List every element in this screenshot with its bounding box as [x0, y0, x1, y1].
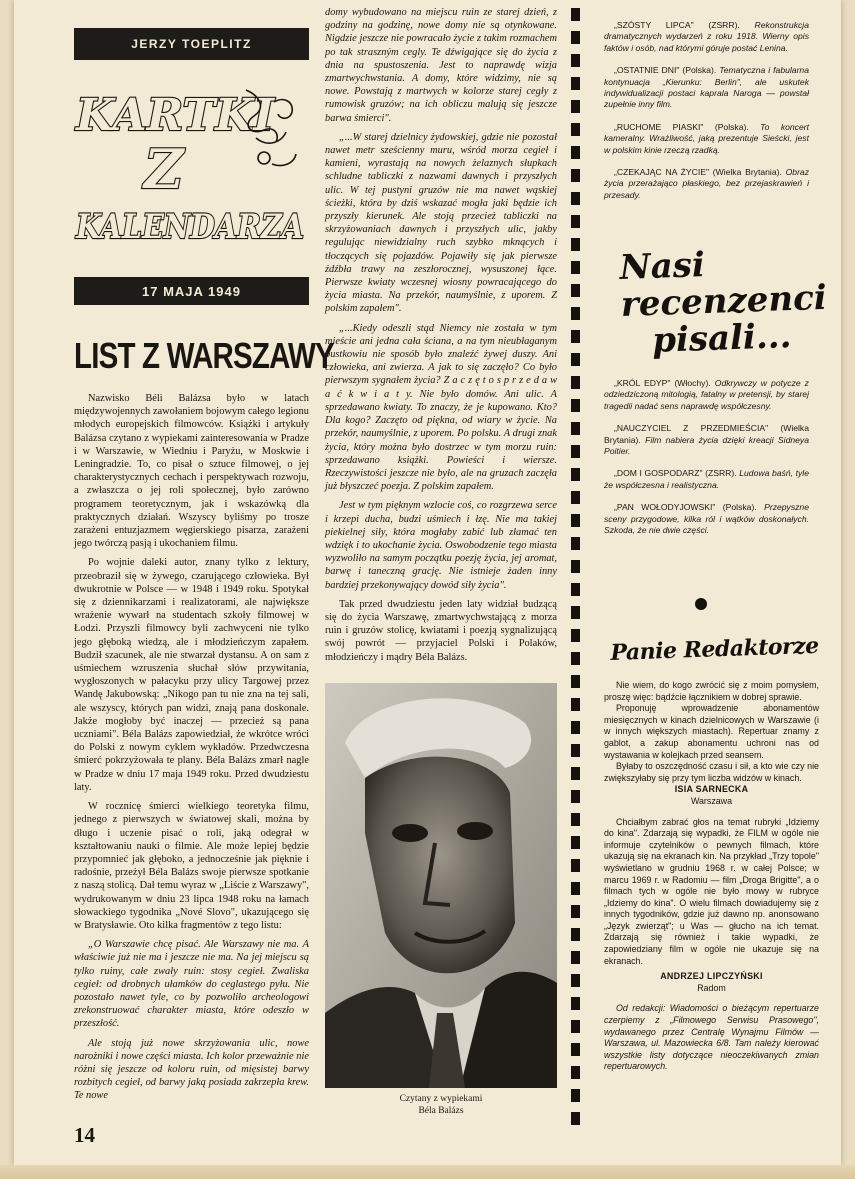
review-text: Tematyczna i fabularna kontynuacja „Kierunku: Berlin", ale uskutek indywidualizacji postaci kaprala Naroga — powstał zupełnie inny film. — [604, 65, 809, 110]
letter-paragraph: Nie wiem, do kogo zwrócić się z moim pomysłem, proszę więc: bądźcie łącznikiem w dobrej sprawie. — [604, 680, 819, 702]
film-hole-icon — [571, 422, 580, 435]
film-hole-icon — [571, 583, 580, 596]
review-text: Rekonstrukcja dramatycznych wydarzeń z roku 1918. Wierny opis faktów i osób, nad którymi góruje postać Lenina. — [604, 20, 809, 53]
letter-signature-name: ANDRZEJ LIPCZYŃSKI — [660, 971, 763, 982]
film-hole-icon — [571, 1066, 580, 1079]
article-headline: LIST Z WARSZAWY — [74, 335, 334, 376]
letter-signature-city: Warszawa — [690, 795, 733, 806]
reviews-top — [604, 20, 809, 212]
review-item — [604, 468, 809, 491]
film-hole-icon — [571, 215, 580, 228]
quote-paragraph: domy wybudowano na miejscu ruin ze starej dzień, z godziny na godzinę, nowe domy nie są otynkowane. Nigdzie jeszcze nie powracało życie z takim rozmachem po tak straszným cegly. Te dźwigające się do życia z dnia na spustoszenia. Jest to naprawdę wizja zmartwychwstania. A domy, które widzimy, nie są nowe. Powstają z martwych w kolorze starej cegły z rumowisk gruzów; na ich obliczu malują się jeszcze barwa śmierci". — [325, 7, 557, 124]
film-hole-icon — [571, 468, 580, 481]
page-number: 14 — [74, 1123, 95, 1147]
film-hole-icon — [571, 31, 580, 44]
film-hole-icon — [571, 8, 580, 21]
reviews-bottom — [604, 378, 809, 547]
film-hole-icon — [571, 192, 580, 205]
panie-redaktorze-heading: Panie Redaktorze — [610, 632, 820, 666]
quote-paragraph: „...W starej dzielnicy żydowskiej, gdzie nie pozostał nawet metr sześcienny muru, wśród morza cegieł i kamieni, wyrastają na nowych żelaznych słupkach schludne tabliczki z nazwami dawnych i przyszłych ulic. W tej pustyni gruzów nie ma nawet wąskiej ścieżki, która by dziś wskazać mogła jaki będzie ich przyszły kierunek. Ale stoją przecież tabliczki na skrzyżowaniach dawnych i przyszłych ulic, jakby regulując niewidzialny ruch szybko mknących i tłoczących się pojazdów. Pojawiły się jak pierwsze źdźbła trawy na zeszłorocznej, wysuszonej łące. Pierwsze kwiaty wczesnej wiosny powracającego do życia miasta. Na przekór, naumyślnie, z uporem. Z polskim zapałem". — [325, 131, 557, 315]
film-hole-icon — [571, 146, 580, 159]
editor-note: Od redakcji: Wiadomości o bieżącym repertuarze czerpiemy z „Filmowego Serwisu Prasowego", wydawanego przez Centralę Wynajmu Filmów — Warszawa, ul. Mazowiecka 6/8. Tam należy kierować wszystkie listy dotyczące nieoczekiwanych zmian repertuarowych. — [604, 1003, 819, 1072]
review-title: „SZÓSTY LIPCA" (ZSRR). — [614, 20, 740, 30]
review-title: „NAUCZYCIEL Z PRZEDMIEŚCIA" (Wielka Brytania). — [604, 423, 809, 445]
photo-caption — [325, 1093, 557, 1117]
film-hole-icon — [571, 1020, 580, 1033]
film-hole-icon — [571, 100, 580, 113]
review-title: „KRÓL EDYP" (Włochy). — [614, 378, 711, 388]
film-hole-icon — [571, 997, 580, 1010]
author-name: JERZY TOEPLITZ — [74, 28, 309, 60]
portrait-photo-icon — [325, 683, 557, 1088]
letter-signature-city: Radom — [697, 982, 726, 993]
review-item — [604, 65, 809, 111]
review-title: „DOM I GOSPODARZ" (ZSRR). — [614, 468, 737, 479]
logo-line-1: KARTKI — [76, 90, 274, 141]
logo-line-3: KALENDARZA — [75, 207, 304, 247]
review-title: „RUCHOME PIASKI" (Polska). — [614, 121, 749, 132]
film-hole-icon — [571, 675, 580, 688]
column-logo — [74, 80, 309, 250]
paragraph: Tak przed dwudziestu jeden laty widział budzącą się do życia Warszawę, zmartwychwstającą z morza ruin i gruzów stolicę, kwiatami i poezją sygnalizującą swój powrót — przyjaciel Polski i Polaków, młodzieńczy i mądry Béla Balázs. — [325, 598, 557, 663]
letter-paragraph: Byłaby to oszczędność czasu i sił, a kto wie czy nie zwiększyłaby się przy tym liczba widzów w kinach. — [604, 761, 819, 783]
film-hole-icon — [571, 123, 580, 136]
kartki-logo-icon — [74, 80, 309, 250]
film-hole-icon — [571, 353, 580, 366]
nasi-recenzenci-heading — [618, 243, 828, 361]
page-bottom-edge — [0, 1165, 855, 1179]
quote-paragraph: „...Kiedy odeszli stąd Niemcy nie została w tym mieście ani jedna cała ściana, a na tym nieubłaganym pustkowiu nie sposób było znaleźć żywej duszy. Ani człowieka, ani zwierza. A jak to się zaczęło? Co było pierwszym sygnałem życia? Z a c z ę t o s p r z e d a w a ć k w i a t y. Nie było domów. Ani ulic. A sprzedawano kwiaty. To znaczy, że je kupowano. Kto? Dla kogo? Zaczęto od piękna, od wiary w życie. Na przekór, naumyślnie, z uporem. Po polsku. A drugi znak życia, który można było dostrzec w tym morzu ruin: sprzedawano książki. Powieści i wiersze. Rzeczywistości jeszcze nie było, ale na gruzach zaczęła już błyszczeć poezja. Z polskim zapałem. — [325, 322, 557, 493]
film-hole-icon — [571, 928, 580, 941]
film-hole-icon — [571, 721, 580, 734]
paragraph: Po wojnie daleki autor, znany tylko z lektury, przeobraził się w żywego, czarującego człowieka. Był dwukrotnie w Polsce — w 1948 i 1949 roku. Spotykał się z dziennikarzami i realizatorami, ale największe wrażenie wywarł na studentach szkoły filmowej w Łodzi. Przyszli filmowcy byli zachwyceni nie tylko jego głęboką wiedzą, ale i młodzieńczym zapałem. Budził szacunek, ale nie stwarzał dystansu. A on sam z uśmiechem wzruszenia słuchał słów przywitania, wygłoszonych w pałacyku przy ulicy Targowej przez Wandę Jakubowską: „Nikogo pan tu nie zna na tej sali, ale wszyscy, których pan widzi, znają pana doskonale. Jakże mogłoby być inaczej — przecież są pana uczniami". Béla Balázs zapowiedział, że wkrótce wróci do Polski z nowym cyklem wykładów. Przedwczesna śmierć pokrzyżowała te plany. Béla Balázs zmarł nagle w Pradze w dniu 17 maja 1949 roku. Przed dwudziestu laty. — [74, 557, 309, 793]
film-hole-icon — [571, 445, 580, 458]
film-hole-icon — [571, 560, 580, 573]
film-hole-icon — [571, 514, 580, 527]
film-hole-icon — [571, 813, 580, 826]
film-hole-icon — [571, 744, 580, 757]
review-item — [604, 167, 809, 201]
heading-line: Nasi — [618, 245, 706, 288]
heading-line: recenzenci — [620, 277, 828, 325]
bullet-dot-icon — [695, 598, 707, 610]
film-hole-icon — [571, 399, 580, 412]
caption-line: Czytany z wypiekami — [399, 1094, 483, 1104]
letter-signature-name: ISIA SARNECKA — [674, 784, 749, 795]
heading-line: pisali... — [651, 316, 793, 361]
review-item — [604, 378, 809, 412]
film-hole-icon — [571, 376, 580, 389]
film-hole-icon — [571, 238, 580, 251]
film-hole-icon — [571, 77, 580, 90]
review-title: „CZEKAJĄC NA ŻYCIE" (Wielka Brytania). — [614, 167, 782, 178]
film-hole-icon — [571, 491, 580, 504]
review-text: To koncert kameralny. Wrażliwość, jaką prezentuje Sieścki, jest w polskim kinie rzeczą rzadką. — [604, 121, 810, 155]
film-hole-icon — [571, 629, 580, 642]
film-hole-icon — [571, 1089, 580, 1102]
quote-paragraph: Jest w tym pięknym wzlocie coś, co rozgrzewa serce i krzepi ducha, budzi uśmiech i łzę. Nie ma takiej piekielnej siły, która mogłaby zabić lub złamać ten wdzięk i to ukochanie życia. Oswobodzenie tego miasta wyzwoliło na samym początku poezję życia, jej aromat, barwę i taneczną grację. Nie istnieje żaden inny bardziej przekonywający dowód siły życia". — [325, 500, 557, 591]
film-hole-icon — [571, 905, 580, 918]
film-hole-icon — [571, 307, 580, 320]
film-hole-icon — [571, 790, 580, 803]
left-column-text — [74, 392, 309, 1109]
quote-paragraph: Ale stoją już nowe skrzyżowania ulic, nowe narożniki i nowe części miasta. Ich kolor przeważnie nie różni się jeszcze od koloru ruin, od mięsistej barwy rozbitych cegieł, od barwy jaką posiada zakrzepła krew. Te nowe — [74, 1037, 309, 1102]
review-text: Film nabiera życia dzięki kreacji Sidneya Poitier. — [604, 434, 809, 457]
portrait-photo — [325, 683, 557, 1088]
film-hole-icon — [571, 836, 580, 849]
review-title: „OSTATNIE DNI" (Polska). — [614, 65, 717, 76]
film-hole-icon — [571, 767, 580, 780]
film-hole-icon — [571, 859, 580, 872]
review-item — [604, 20, 809, 54]
review-text: Przepyszne sceny przygodowe, kilka ról i wątków doskonałych. Szkoda, że nie dwie części. — [604, 502, 809, 536]
film-hole-icon — [571, 54, 580, 67]
film-hole-icon — [571, 330, 580, 343]
middle-column-text — [325, 6, 557, 670]
date-bar: 17 MAJA 1949 — [74, 277, 309, 305]
quote-paragraph: „O Warszawie chcę pisać. Ale Warszawy nie ma. A właściwie już nie ma i jeszcze nie ma. Na jej miejscu są tylko ruiny, całe zwały ruin: stosy cegieł. Zwaliska cegieł: od drobnych ułamków do ceglastego pyłu. Nie pozostało nawet tyle, co by pozwoliło archeologowi zrekonstruować charakter miasta, które odeszło w przeszłość. — [74, 939, 309, 1030]
letter-paragraph: Chciałbym zabrać głos na temat rubryki „Idziemy do kina". Zdarzają się wypadki, że FILM w ogóle nie informuje czytelników o pewnych filmach, które ukazują się na ekranach kin. Na przykład „Trzy topole" wyświetlano w grudniu 1968 r. w całej Polsce; w marcu 1969 r. w Radomiu — film „Droga Brigitte", a o filmach tych w ogóle nie było mowy w rubryce „Idziemy do kina". O wielu filmach dowiadujemy się z innych tygodników, gdzie już dawno np. anonsowano „Język zwierząt"; u Was — głucho na ich temat. Zdarzają się również i takie wypadki, że zapowiedziany film w ogóle nie ukazuje się na ekranach. — [604, 816, 819, 966]
film-hole-icon — [571, 1043, 580, 1056]
review-text: Ludowa baśń, tyle że współczesna i realistyczna. — [604, 468, 809, 490]
film-hole-icon — [571, 974, 580, 987]
logo-line-2: Z — [144, 137, 184, 201]
review-item — [604, 423, 809, 457]
film-hole-icon — [571, 1112, 580, 1125]
film-hole-icon — [571, 882, 580, 895]
film-hole-icon — [571, 261, 580, 274]
film-hole-icon — [571, 169, 580, 182]
review-item — [604, 122, 809, 156]
magazine-page — [14, 0, 841, 1165]
film-hole-icon — [571, 652, 580, 665]
caption-line: Béla Balázs — [418, 1106, 464, 1116]
review-text: Obraz życia przerażająco płaskiego, bez przejaskrawień i przesady. — [604, 167, 810, 200]
letters-to-editor — [604, 680, 819, 1073]
letter-paragraph: Proponuję wprowadzenie abonamentów miesięcznych w kinach dzielnicowych w Warszawie (i w innych większych miastach). Repertuar znamy z gablot, a zakup abonamentu uchroni nas od wystawania w kolejkach przed seansem. — [604, 703, 819, 760]
film-strip-perforation-icon — [571, 8, 585, 1148]
paragraph: Nazwisko Béli Balázsa było w latach międzywojennych zawołaniem bojowym całego legionu młodych europejskich filmowców. Książki i artykuły Balázsa czytano z wypiekami zainteresowania w Pradze i w Warszawie, w Wiedniu i Paryżu, w Moskwie i Leningradzie. To, co pisał o sztuce filmowej, o jej charakterystycznych cechach i perspektywach rozwoju, a zwłaszcza o jej roli społecznej, było zarówno programem teoretycznym, jak i wskazówką dla praktycznych działań. Wszyscy byliśmy po trosze zarażeni entuzjazmem węgierskiego pisarza, zarażeni jego twórczą pasją i ukochaniem filmu. — [74, 393, 309, 550]
review-text: Odkrywczy w potycze z odziedziczoną mitologią, fatalny w pretensji, by starej tragedii nadać sens naprawdę współczesny. — [604, 378, 809, 411]
film-hole-icon — [571, 284, 580, 297]
film-hole-icon — [571, 606, 580, 619]
review-item — [604, 502, 809, 536]
film-hole-icon — [571, 951, 580, 964]
film-hole-icon — [571, 698, 580, 711]
review-title: „PAN WOŁODYJOWSKI" (Polska). — [614, 502, 757, 513]
paragraph: W rocznicę śmierci wielkiego teoretyka filmu, jednego z pierwszych w światowej skali, można by długo i uczenie pisać o roli, jaką odegrał w kształtowaniu nauki o filmie. Ale może lepiej będzie przypomnieć jak głęboko, a jednocześnie jak pięknie i radośnie, przeżył Béla Balázs swoje pierwsze spotkanie z naszą stolicą. Dał temu wyraz w „Liście z Warszawy", wydrukowanym w dniu 23 lipca 1948 roku na łamach słowackiego tygodnika „Nové Slovo", ukazującego się w Bratysławie. Oto kilka fragmentów z tego listu: — [74, 801, 309, 931]
film-hole-icon — [571, 537, 580, 550]
